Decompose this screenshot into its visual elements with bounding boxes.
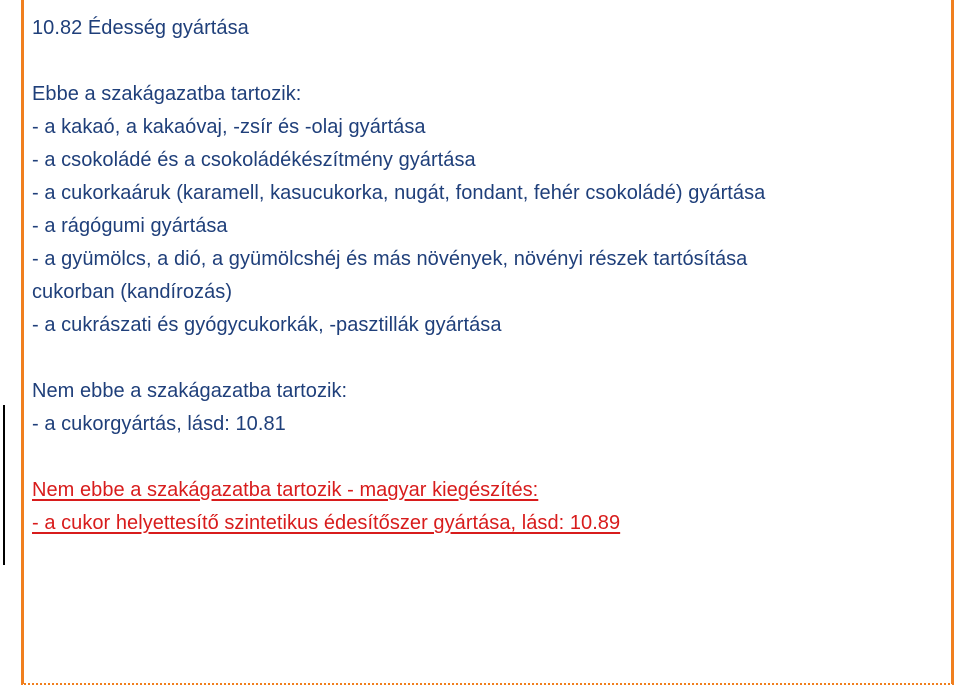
section-heading: 10.82 Édesség gyártása	[32, 17, 249, 39]
hu-supplement-item: - a cukor helyettesítő szintetikus édesítőszer gyártása, lásd: 10.89	[32, 512, 621, 534]
document-body	[32, 12, 947, 540]
excluded-title: Nem ebbe a szakágazatba tartozik:	[32, 380, 348, 402]
excluded-item: - a cukorgyártás, lásd: 10.81	[32, 413, 286, 435]
included-item: - a rágógumi gyártása	[32, 215, 228, 237]
spacer	[32, 441, 947, 474]
hu-supplement-title: Nem ebbe a szakágazatba tartozik - magyar kiegészítés:	[32, 479, 539, 501]
hu-supplement-section	[32, 474, 947, 540]
included-item: - a cukrászati és gyógycukorkák, -pasztillák gyártása	[32, 314, 502, 336]
frame-bottom-border	[21, 683, 954, 685]
included-item: - a gyümölcs, a dió, a gyümölcshéj és más növények, növényi részek tartósítása	[32, 248, 748, 270]
spacer	[32, 45, 947, 78]
included-title: Ebbe a szakágazatba tartozik:	[32, 83, 302, 105]
included-item: - a csokoládé és a csokoládékészítmény gyártása	[32, 149, 476, 171]
frame-left-border	[21, 0, 24, 684]
included-item-continuation: cukorban (kandírozás)	[32, 281, 233, 303]
included-section	[32, 78, 947, 342]
excluded-section	[32, 375, 947, 441]
change-bar	[3, 405, 5, 565]
spacer	[32, 342, 947, 375]
frame-right-border	[951, 0, 954, 684]
included-item: - a kakaó, a kakaóvaj, -zsír és -olaj gyártása	[32, 116, 426, 138]
included-item: - a cukorkaáruk (karamell, kasucukorka, nugát, fondant, fehér csokoládé) gyártása	[32, 182, 766, 204]
